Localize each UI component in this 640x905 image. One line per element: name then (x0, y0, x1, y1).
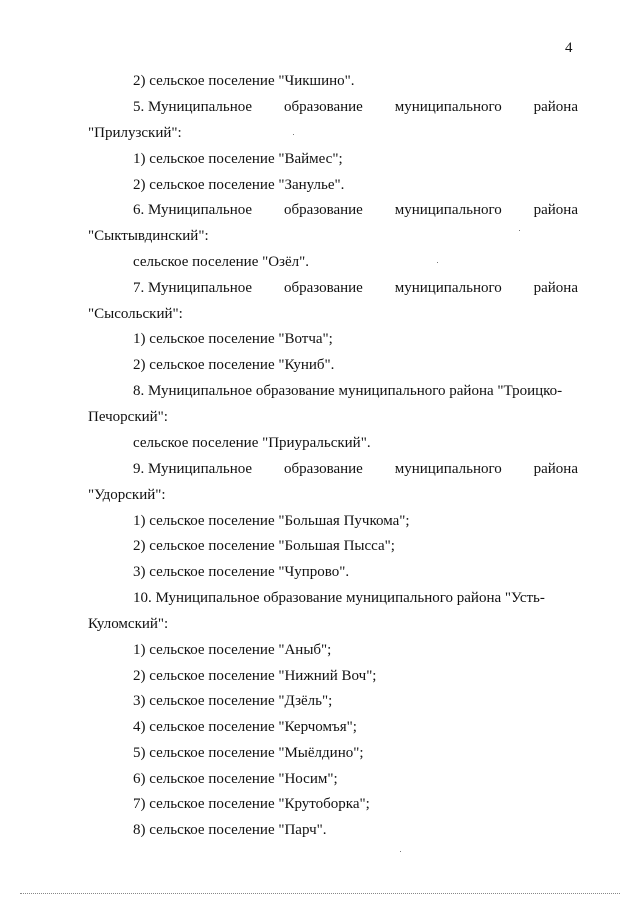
bottom-rule (20, 893, 620, 894)
justified-line (133, 201, 578, 219)
word: муниципального (394, 99, 502, 115)
word: муниципального (394, 202, 502, 218)
text-line: 7) сельское поселение "Крутоборка"; (133, 796, 370, 812)
justified-line (133, 279, 578, 297)
page-number: 4 (565, 40, 573, 56)
word: района (533, 280, 578, 296)
text-line: "Сысольский": (88, 306, 183, 322)
word: образование (283, 99, 363, 115)
text-line: Куломский": (88, 616, 169, 632)
word: 5. Муниципальное (133, 99, 253, 115)
text-line: сельское поселение "Озёл". (133, 254, 310, 270)
text-line: "Прилузский": (88, 125, 182, 141)
scan-speck (400, 851, 401, 852)
text-line: 2) сельское поселение "Куниб". (133, 357, 335, 373)
text-line: 5) сельское поселение "Мыёлдино"; (133, 745, 364, 761)
word: муниципального (394, 280, 502, 296)
text-line: 4) сельское поселение "Керчомъя"; (133, 719, 357, 735)
word: образование (283, 202, 363, 218)
scan-speck (293, 134, 294, 135)
text-line: Печорский": (88, 409, 168, 425)
text-line: сельское поселение "Приуральский". (133, 435, 371, 451)
word: района (533, 461, 578, 477)
scan-speck (437, 262, 438, 263)
text-line: 8) сельское поселение "Парч". (133, 822, 327, 838)
text-line: 2) сельское поселение "Чикшино". (133, 73, 355, 89)
justified-line (133, 98, 578, 116)
text-line: 2) сельское поселение "Занулье". (133, 177, 345, 193)
text-line: 6) сельское поселение "Носим"; (133, 771, 338, 787)
word: образование (283, 461, 363, 477)
text-line: 2) сельское поселение "Нижний Воч"; (133, 668, 377, 684)
scan-speck (519, 230, 520, 231)
text-line: 8. Муниципальное образование муниципального района "Троицко- (133, 383, 563, 399)
text-line: 1) сельское поселение "Вотча"; (133, 331, 333, 347)
word: района (533, 202, 578, 218)
text-line: 2) сельское поселение "Большая Пысса"; (133, 538, 395, 554)
text-line: "Удорский": (88, 487, 166, 503)
word: образование (283, 280, 363, 296)
word: 7. Муниципальное (133, 280, 253, 296)
text-line: 3) сельское поселение "Чупрово". (133, 564, 350, 580)
text-line: 1) сельское поселение "Ваймес"; (133, 151, 343, 167)
text-line: 10. Муниципальное образование муниципального района "Усть- (133, 590, 545, 606)
text-line: 1) сельское поселение "Аныб"; (133, 642, 332, 658)
text-line: "Сыктывдинский": (88, 228, 209, 244)
text-line: 1) сельское поселение "Большая Пучкома"; (133, 513, 410, 529)
word: 9. Муниципальное (133, 461, 253, 477)
justified-line (133, 460, 578, 478)
text-line: 3) сельское поселение "Дзёль"; (133, 693, 333, 709)
word: района (533, 99, 578, 115)
word: муниципального (394, 461, 502, 477)
word: 6. Муниципальное (133, 202, 253, 218)
